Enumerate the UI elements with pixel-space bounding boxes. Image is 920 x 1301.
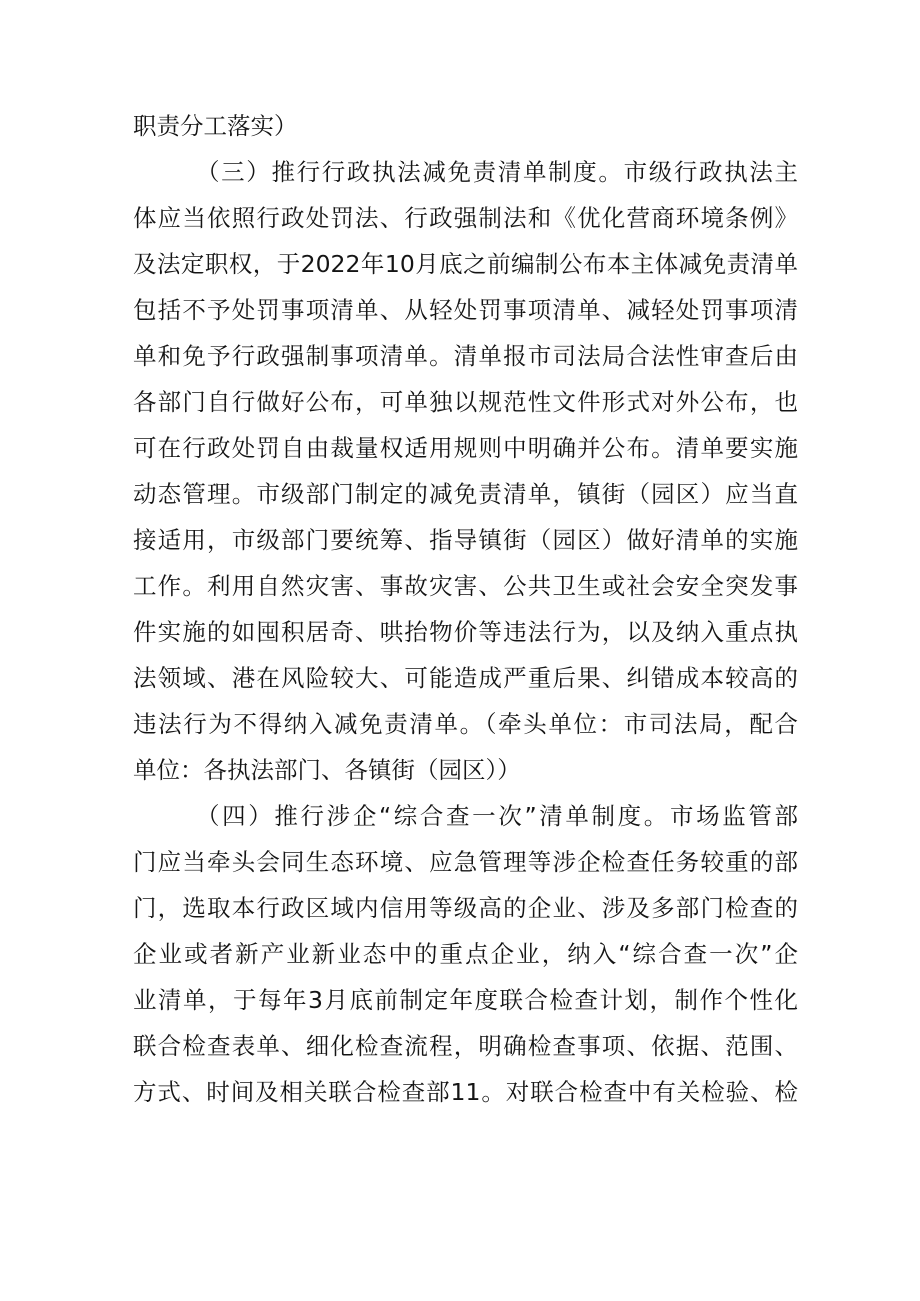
- text-line: 接适用，市级部门要统筹、指导镇街（园区）做好清单的实施: [133, 526, 798, 554]
- text-line: 可在行政处罚自由裁量权适用规则中明确并公布。清单要实施: [133, 434, 798, 462]
- text-line: 及法定职权，于2022年10月底之前编制公布本主体减免责清单: [133, 250, 798, 278]
- text-line: 单和免予行政强制事项清单。清单报市司法局合法性审查后由: [133, 342, 798, 370]
- text-line: 违法行为不得纳入减免责清单。（牵头单位：市司法局，配合: [133, 710, 798, 738]
- text-line: 企业或者新产业新业态中的重点企业，纳入“综合查一次”企: [133, 940, 798, 968]
- text-line: 门，选取本行政区域内信用等级高的企业、涉及多部门检查的: [133, 894, 798, 922]
- text-line: 业清单，于每年3月底前制定年度联合检查计划，制作个性化: [133, 986, 798, 1014]
- section-heading-4: （四）推行涉企“综合查一次”清单制度。市场监管部: [196, 802, 798, 830]
- text-line: 各部门自行做好公布，可单独以规范性文件形式对外公布，也: [133, 388, 798, 416]
- section-heading-3: （三）推行行政执法减免责清单制度。市级行政执法主: [196, 158, 798, 186]
- text-line: 包括不予处罚事项清单、从轻处罚事项清单、减轻处罚事项清: [133, 296, 798, 324]
- text-line: 单位：各执法部门、各镇街（园区））: [133, 756, 521, 784]
- text-line: 体应当依照行政处罚法、行政强制法和《优化营商环境条例》: [133, 204, 798, 232]
- text-line: 职责分工落实）: [133, 112, 298, 140]
- text-line: 工作。利用自然灾害、事故灾害、公共卫生或社会安全突发事: [133, 572, 798, 600]
- text-line: 方式、时间及相关联合检查部11。对联合检查中有关检验、检: [133, 1078, 798, 1106]
- text-line: 动态管理。市级部门制定的减免责清单，镇街（园区）应当直: [133, 480, 798, 508]
- text-line: 门应当牵头会同生态环境、应急管理等涉企检查任务较重的部: [133, 848, 798, 876]
- text-line: 联合检查表单、细化检查流程，明确检查事项、依据、范围、: [133, 1032, 798, 1060]
- text-line: 件实施的如囤积居奇、哄抬物价等违法行为，以及纳入重点执: [133, 618, 798, 646]
- text-line: 法领域、港在风险较大、可能造成严重后果、纠错成本较高的: [133, 664, 798, 692]
